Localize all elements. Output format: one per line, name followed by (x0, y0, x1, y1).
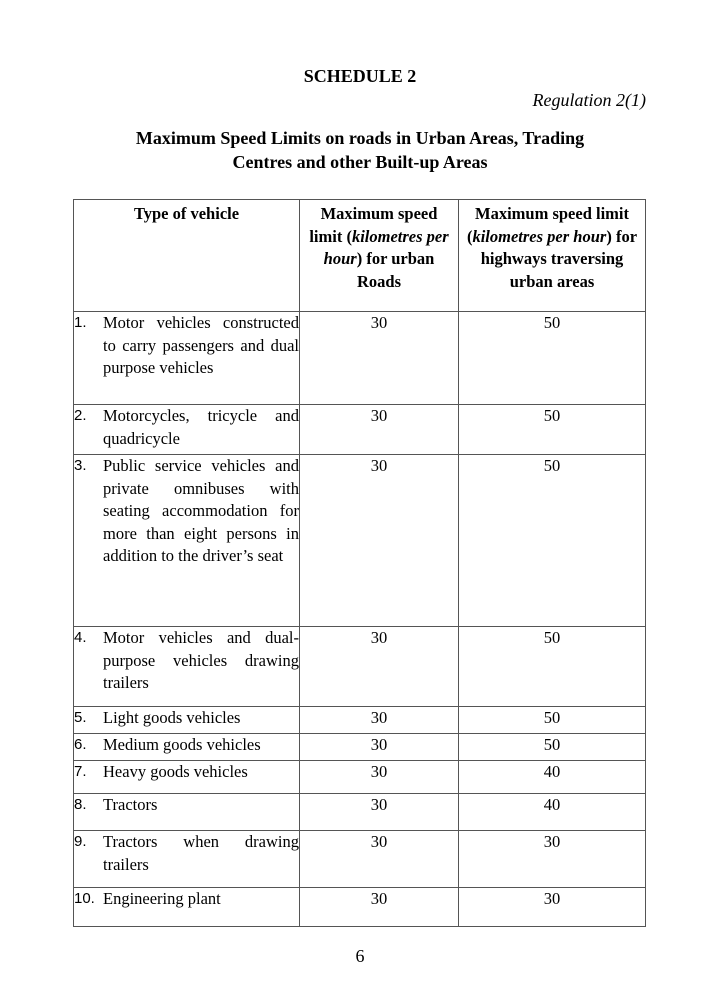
table-row (74, 627, 646, 707)
header-urban-text-2: ) for urban Roads (356, 249, 435, 291)
vehicle-type: Motor vehicles constructed to carry passengers and dual purpose vehicles (103, 313, 299, 377)
highway-speed: 50 (459, 312, 646, 405)
row-number: 3. (74, 457, 87, 474)
vehicle-cell (74, 734, 300, 761)
header-highway-text-2: ) for highways traversing urban areas (480, 226, 638, 291)
vehicle-cell (74, 888, 300, 927)
urban-speed: 30 (300, 794, 459, 831)
vehicle-cell (74, 761, 300, 794)
vehicle-cell (74, 455, 300, 627)
table-row (74, 888, 646, 927)
urban-speed: 30 (300, 627, 459, 707)
vehicle-cell (74, 794, 300, 831)
vehicle-type: Tractors (103, 795, 158, 814)
vehicle-cell (74, 405, 300, 455)
row-number: 9. (74, 833, 87, 850)
row-number: 6. (74, 736, 87, 753)
header-urban-roads (300, 200, 459, 312)
highway-speed: 40 (459, 761, 646, 794)
header-highway-unit: kilometres per hour (472, 226, 607, 246)
table-row (74, 455, 646, 627)
header-highway-text-1: Maximum speed limit ( (466, 204, 629, 246)
row-number: 7. (74, 763, 87, 780)
vehicle-type: Light goods vehicles (103, 708, 241, 727)
urban-speed: 30 (300, 707, 459, 734)
highway-speed: 30 (459, 888, 646, 927)
table-row (74, 405, 646, 455)
highway-speed: 50 (459, 405, 646, 455)
row-number: 5. (74, 709, 87, 726)
heading-line-1: Maximum Speed Limits on roads in Urban Areas, Trading (135, 128, 585, 148)
row-number: 1. (74, 314, 87, 331)
header-highways (459, 200, 646, 312)
urban-speed: 30 (300, 888, 459, 927)
page-heading (90, 126, 630, 174)
vehicle-type: Public service vehicles and private omnibuses with seating accommodation for more than eight persons in addition to the driver’s seat (103, 456, 299, 565)
vehicle-cell (74, 831, 300, 888)
highway-speed: 50 (459, 627, 646, 707)
vehicle-cell (74, 627, 300, 707)
table-row (74, 707, 646, 734)
table-row (74, 761, 646, 794)
row-number: 2. (74, 407, 87, 424)
highway-speed: 50 (459, 734, 646, 761)
vehicle-type: Tractors when drawing trailers (103, 832, 299, 874)
schedule-title: SCHEDULE 2 (303, 66, 417, 86)
vehicle-type: Engineering plant (103, 889, 221, 908)
table-row (74, 312, 646, 405)
table-header-row (74, 200, 646, 312)
vehicle-cell (74, 707, 300, 734)
vehicle-type: Medium goods vehicles (103, 735, 261, 754)
vehicle-type: Heavy goods vehicles (103, 762, 248, 781)
vehicle-type: Motor vehicles and dual-purpose vehicles drawing trailers (103, 628, 299, 692)
row-number: 10. (74, 890, 95, 907)
highway-speed: 30 (459, 831, 646, 888)
row-number: 8. (74, 796, 87, 813)
urban-speed: 30 (300, 312, 459, 405)
regulation-reference: Regulation 2(1) (532, 90, 646, 110)
urban-speed: 30 (300, 405, 459, 455)
urban-speed: 30 (300, 831, 459, 888)
urban-speed: 30 (300, 761, 459, 794)
speed-limit-table (73, 199, 646, 927)
header-urban-text-1: Maximum speed limit ( (309, 204, 438, 246)
table-row (74, 734, 646, 761)
table-row (74, 794, 646, 831)
table-row (74, 831, 646, 888)
header-type-of-vehicle: Type of vehicle (74, 200, 300, 312)
heading-line-2: Centres and other Built-up Areas (232, 152, 488, 172)
highway-speed: 50 (459, 455, 646, 627)
urban-speed: 30 (300, 455, 459, 627)
urban-speed: 30 (300, 734, 459, 761)
page-number: 6 (355, 946, 365, 966)
highway-speed: 50 (459, 707, 646, 734)
vehicle-type: Motorcycles, tricycle and quadricycle (103, 406, 299, 448)
header-urban-unit: kilometres per hour (323, 226, 449, 268)
row-number: 4. (74, 629, 87, 646)
vehicle-cell (74, 312, 300, 405)
highway-speed: 40 (459, 794, 646, 831)
